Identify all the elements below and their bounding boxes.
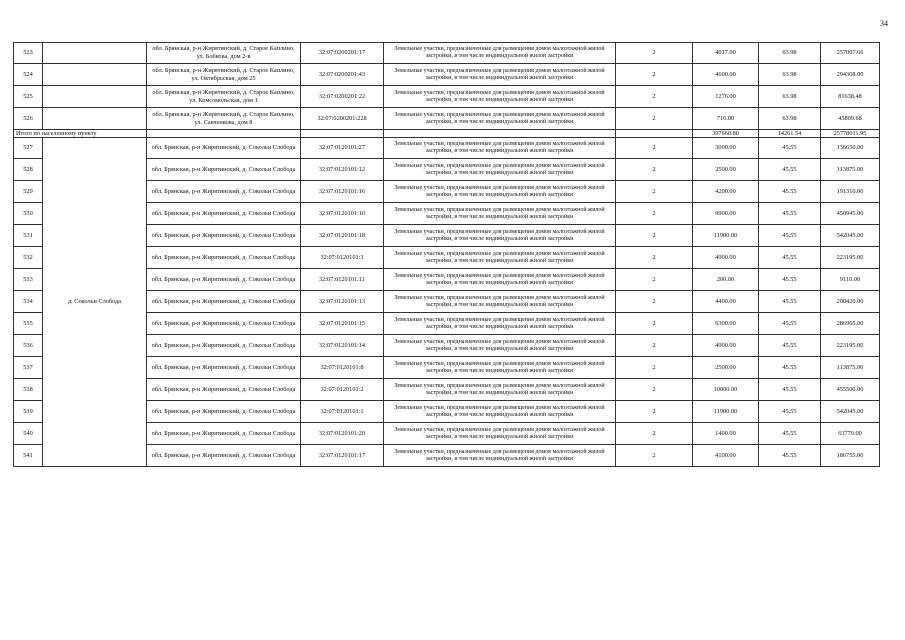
land-use-type: Земельные участки, предназначенные для размещения домов малоэтажной жилой застройки, в том числе индивидуальной жилой застройки: [384, 203, 616, 225]
cadastral-number: 32:07:0120101:20: [301, 423, 384, 445]
area-cell: 6300.00: [693, 313, 759, 335]
group-code: 2: [616, 138, 693, 159]
cadastral-value: 200420.00: [821, 291, 880, 313]
group-code: 2: [616, 247, 693, 269]
cadastral-value: 113875.00: [821, 357, 880, 379]
area-cell: 4200.00: [693, 181, 759, 203]
cadastral-number: 32:07:0120101:10: [301, 203, 384, 225]
total-value: 25778011.95: [821, 130, 880, 138]
area-cell: 4900.00: [693, 247, 759, 269]
address-cell: обл. Брянская, р-н Жирятинский, д. Сокольи Слобода: [147, 423, 301, 445]
rate-cell: 45.55: [759, 291, 821, 313]
land-use-type: Земельные участки, предназначенные для размещения домов малоэтажной жилой застройки, в том числе индивидуальной жилой застройки: [384, 86, 616, 108]
area-cell: 10000.00: [693, 379, 759, 401]
group-code: 2: [616, 423, 693, 445]
cadastral-value: 113875.00: [821, 159, 880, 181]
group-code: 2: [616, 335, 693, 357]
group-code: 2: [616, 291, 693, 313]
cadastral-number: 32:07:0120101:13: [301, 291, 384, 313]
settlement-cell-empty: [43, 86, 147, 108]
address-cell: обл. Брянская, р-н Жирятинский, д. Сокольи Слобода: [147, 181, 301, 203]
rate-cell: 45.55: [759, 225, 821, 247]
land-use-type: Земельные участки, предназначенные для размещения домов малоэтажной жилой застройки, в том числе индивидуальной жилой застройки: [384, 64, 616, 86]
cadastral-number: 32:07:0120101:17: [301, 445, 384, 467]
cadastral-number: 32:07:0120101:18: [301, 225, 384, 247]
cadastral-number: 32:07:0120101:3: [301, 247, 384, 269]
land-use-type: Земельные участки, предназначенные для размещения домов малоэтажной жилой застройки, в том числе индивидуальной жилой застройки: [384, 138, 616, 159]
cadastral-value: 286965.00: [821, 313, 880, 335]
total-empty-cell: [301, 130, 384, 138]
area-cell: 1276.00: [693, 86, 759, 108]
settlement-name: д. Сокольи Слобода: [43, 138, 147, 467]
row-number: 535: [14, 313, 43, 335]
group-code: 2: [616, 357, 693, 379]
rate-cell: 45.55: [759, 159, 821, 181]
area-cell: 11900.00: [693, 401, 759, 423]
total-empty-cell: [384, 130, 616, 138]
address-cell: обл. Брянская, р-н Жирятинский, д. Сокольи Слобода: [147, 445, 301, 467]
group-code: 2: [616, 203, 693, 225]
table-row: [14, 108, 880, 130]
cadastral-number: 32:07:0120101:15: [301, 313, 384, 335]
land-use-type: Земельные участки, предназначенные для размещения домов малоэтажной жилой застройки, в том числе индивидуальной жилой застройки: [384, 247, 616, 269]
row-number: 540: [14, 423, 43, 445]
cadastral-number: 32:07:0120101:27: [301, 138, 384, 159]
cadastral-value: 455500.00: [821, 379, 880, 401]
settlement-cell-empty: [43, 43, 147, 64]
area-cell: 4100.00: [693, 445, 759, 467]
area-cell: 4017.00: [693, 43, 759, 64]
rate-cell: 45.55: [759, 313, 821, 335]
area-cell: 3000.00: [693, 138, 759, 159]
cadastral-value: 542045.00: [821, 401, 880, 423]
land-use-type: Земельные участки, предназначенные для размещения домов малоэтажной жилой застройки, в том числе индивидуальной жилой застройки: [384, 445, 616, 467]
cadastral-value: 81638.48: [821, 86, 880, 108]
row-number: 528: [14, 159, 43, 181]
area-cell: 9900.00: [693, 203, 759, 225]
group-code: 2: [616, 225, 693, 247]
address-cell: обл. Брянская, р-н Жирятинский, д. Сокольи Слобода: [147, 159, 301, 181]
area-cell: 4900.00: [693, 335, 759, 357]
row-number: 536: [14, 335, 43, 357]
land-register-table: [13, 42, 880, 467]
row-number: 538: [14, 379, 43, 401]
rate-cell: 45.55: [759, 379, 821, 401]
address-cell: обл. Брянская, р-н Жирятинский, д. Сокольи Слобода: [147, 138, 301, 159]
row-number: 527: [14, 138, 43, 159]
area-cell: 716.00: [693, 108, 759, 130]
total-empty-cell: [147, 130, 301, 138]
group-code: 2: [616, 64, 693, 86]
land-use-type: Земельные участки, предназначенные для размещения домов малоэтажной жилой застройки, в том числе индивидуальной жилой застройки: [384, 291, 616, 313]
group-code: 2: [616, 159, 693, 181]
area-cell: 1400.00: [693, 423, 759, 445]
address-cell: обл. Брянская, р-н Жирятинский, д. Сокольи Слобода: [147, 225, 301, 247]
cadastral-value: 45809.68: [821, 108, 880, 130]
address-cell: обл. Брянская, р-н Жирятинский, д. Старое Каплино, ул. Бобкова, дом 2-в: [147, 43, 301, 64]
table-row: [14, 64, 880, 86]
table-body-group-2: [14, 138, 880, 467]
land-use-type: Земельные участки, предназначенные для размещения домов малоэтажной жилой застройки, в том числе индивидуальной жилой застройки: [384, 379, 616, 401]
table-body-group-1: [14, 43, 880, 130]
group-code: 2: [616, 108, 693, 130]
land-use-type: Земельные участки, предназначенные для размещения домов малоэтажной жилой застройки, в том числе индивидуальной жилой застройки: [384, 43, 616, 64]
rate-cell: 63.98: [759, 86, 821, 108]
total-label: Итого по населенному пункту: [14, 130, 147, 138]
group-code: 2: [616, 401, 693, 423]
rate-cell: 45.55: [759, 335, 821, 357]
rate-cell: 63.98: [759, 64, 821, 86]
settlement-cell-empty: [43, 64, 147, 86]
table-row: [14, 86, 880, 108]
cadastral-number: 32:07:0200201:43: [301, 64, 384, 86]
cadastral-value: 223195.00: [821, 247, 880, 269]
rate-cell: 63.98: [759, 43, 821, 64]
address-cell: обл. Брянская, р-н Жирятинский, д. Сокольи Слобода: [147, 357, 301, 379]
land-use-type: Земельные участки, предназначенные для размещения домов малоэтажной жилой застройки, в том числе индивидуальной жилой застройки: [384, 423, 616, 445]
row-number: 525: [14, 86, 43, 108]
group-code: 2: [616, 313, 693, 335]
settlement-cell-empty: [43, 108, 147, 130]
cadastral-number: 32:07:0200201:228: [301, 108, 384, 130]
cadastral-number: 32:07:0120101:11: [301, 269, 384, 291]
row-number: 532: [14, 247, 43, 269]
address-cell: обл. Брянская, р-н Жирятинский, д. Старое Каплино, ул. Комсомольская, дом 1: [147, 86, 301, 108]
cadastral-number: 32:07:0200201:22: [301, 86, 384, 108]
total-area: 397660.80: [693, 130, 759, 138]
land-use-type: Земельные участки, предназначенные для размещения домов малоэтажной жилой застройки, в том числе индивидуальной жилой застройки: [384, 401, 616, 423]
rate-cell: 63.98: [759, 108, 821, 130]
address-cell: обл. Брянская, р-н Жирятинский, д. Сокольи Слобода: [147, 247, 301, 269]
group-code: 2: [616, 181, 693, 203]
cadastral-number: 32:07:0200201:17: [301, 43, 384, 64]
row-number: 534: [14, 291, 43, 313]
cadastral-number: 32:07:0120101:12: [301, 159, 384, 181]
table-row: [14, 43, 880, 64]
total-empty-cell: [616, 130, 693, 138]
land-use-type: Земельные участки, предназначенные для размещения домов малоэтажной жилой застройки, в том числе индивидуальной жилой застройки: [384, 335, 616, 357]
table-body-total: [14, 130, 880, 138]
group-code: 2: [616, 43, 693, 64]
land-use-type: Земельные участки, предназначенные для размещения домов малоэтажной жилой застройки, в том числе индивидуальной жилой застройки: [384, 108, 616, 130]
group-code: 2: [616, 269, 693, 291]
row-number: 533: [14, 269, 43, 291]
cadastral-value: 136650.00: [821, 138, 880, 159]
cadastral-value: 186755.00: [821, 445, 880, 467]
area-cell: 4400.00: [693, 291, 759, 313]
address-cell: обл. Брянская, р-н Жирятинский, д. Сокольи Слобода: [147, 335, 301, 357]
rate-cell: 45.55: [759, 401, 821, 423]
address-cell: обл. Брянская, р-н Жирятинский, д. Старое Каплино, ул. Октябрьская, дом 25: [147, 64, 301, 86]
cadastral-number: 32:07:0120101:1: [301, 401, 384, 423]
rate-cell: 45.55: [759, 423, 821, 445]
rate-cell: 45.55: [759, 269, 821, 291]
total-rate: 14261.54: [759, 130, 821, 138]
address-cell: обл. Брянская, р-н Жирятинский, д. Старое Каплино, ул. Савченкова, дом 8: [147, 108, 301, 130]
row-number: 530: [14, 203, 43, 225]
rate-cell: 45.55: [759, 138, 821, 159]
area-cell: 2500.00: [693, 357, 759, 379]
cadastral-number: 32:07:0120101:14: [301, 335, 384, 357]
address-cell: обл. Брянская, р-н Жирятинский, д. Сокольи Слобода: [147, 401, 301, 423]
cadastral-value: 9110.00: [821, 269, 880, 291]
rate-cell: 45.55: [759, 357, 821, 379]
group-code: 2: [616, 86, 693, 108]
cadastral-number: 32:07:0120101:2: [301, 379, 384, 401]
area-cell: 11900.00: [693, 225, 759, 247]
land-use-type: Земельные участки, предназначенные для размещения домов малоэтажной жилой застройки, в том числе индивидуальной жилой застройки: [384, 225, 616, 247]
rate-cell: 45.55: [759, 445, 821, 467]
land-use-type: Земельные участки, предназначенные для размещения домов малоэтажной жилой застройки, в том числе индивидуальной жилой застройки: [384, 159, 616, 181]
cadastral-value: 63770.00: [821, 423, 880, 445]
cadastral-value: 450945.00: [821, 203, 880, 225]
address-cell: обл. Брянская, р-н Жирятинский, д. Сокольи Слобода: [147, 291, 301, 313]
cadastral-value: 223195.00: [821, 335, 880, 357]
address-cell: обл. Брянская, р-н Жирятинский, д. Сокольи Слобода: [147, 203, 301, 225]
land-use-type: Земельные участки, предназначенные для размещения домов малоэтажной жилой застройки, в том числе индивидуальной жилой застройки: [384, 269, 616, 291]
address-cell: обл. Брянская, р-н Жирятинский, д. Сокольи Слобода: [147, 269, 301, 291]
row-number: 539: [14, 401, 43, 423]
row-number: 537: [14, 357, 43, 379]
row-number: 523: [14, 43, 43, 64]
cadastral-number: 32:07:0120101:8: [301, 357, 384, 379]
table-row: [14, 138, 880, 159]
row-number: 541: [14, 445, 43, 467]
row-number: 529: [14, 181, 43, 203]
land-use-type: Земельные участки, предназначенные для размещения домов малоэтажной жилой застройки, в том числе индивидуальной жилой застройки: [384, 181, 616, 203]
page-number: 34: [880, 19, 888, 28]
rate-cell: 45.55: [759, 203, 821, 225]
row-number: 524: [14, 64, 43, 86]
rate-cell: 45.55: [759, 181, 821, 203]
settlement-total-row: [14, 130, 880, 138]
cadastral-number: 32:07:0120101:16: [301, 181, 384, 203]
group-code: 2: [616, 379, 693, 401]
cadastral-value: 191310.00: [821, 181, 880, 203]
area-cell: 2500.00: [693, 159, 759, 181]
group-code: 2: [616, 445, 693, 467]
cadastral-value: 257007.66: [821, 43, 880, 64]
rate-cell: 45.55: [759, 247, 821, 269]
land-use-type: Земельные участки, предназначенные для размещения домов малоэтажной жилой застройки, в том числе индивидуальной жилой застройки: [384, 313, 616, 335]
row-number: 531: [14, 225, 43, 247]
area-cell: 200.00: [693, 269, 759, 291]
address-cell: обл. Брянская, р-н Жирятинский, д. Сокольи Слобода: [147, 379, 301, 401]
cadastral-value: 294308.00: [821, 64, 880, 86]
land-use-type: Земельные участки, предназначенные для размещения домов малоэтажной жилой застройки, в том числе индивидуальной жилой застройки: [384, 357, 616, 379]
row-number: 526: [14, 108, 43, 130]
area-cell: 4600.00: [693, 64, 759, 86]
cadastral-value: 542045.00: [821, 225, 880, 247]
address-cell: обл. Брянская, р-н Жирятинский, д. Сокольи Слобода: [147, 313, 301, 335]
